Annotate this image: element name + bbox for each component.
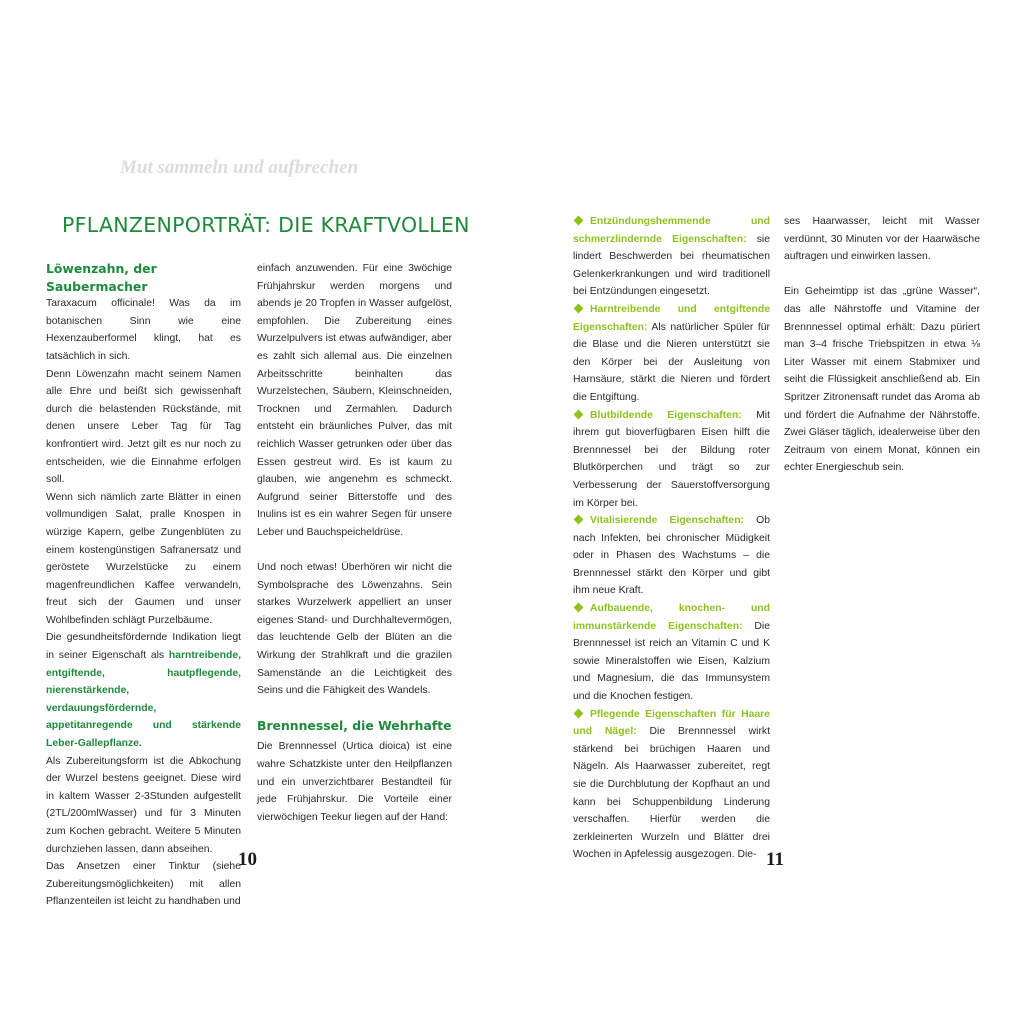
paragraph: Und noch etwas! Überhören wir nicht die Symbolsprache des Löwenzahns. Sein starkes Wurzelwerk appelliert an unser eigenes Stand- und Durchhaltevermögen, das leuchtende Gelb der Blüten an die Wirkung der Strahlkraft und die grazilen Samenstände an die Leichtigkeit des Seins und die Fähigkeit des Wandels. <box>257 562 452 697</box>
highlighted-properties: harntreibende, entgiftende, hautpflegende, nierenstärkende, verdauungsfördernde, appetitanregende und stärkende Leber-Gallepflanze. <box>46 650 241 750</box>
running-header: Mut sammeln und aufbrechen <box>120 157 359 178</box>
paragraph: ses Haarwasser, leicht mit Wasser verdünnt, 30 Minuten vor der Haarwäsche auftragen und einwirken lassen. <box>784 216 980 263</box>
benefit-item <box>573 512 770 600</box>
benefit-item <box>573 706 770 864</box>
benefit-item <box>573 600 770 706</box>
benefit-text: Als natürlicher Spüler für die Blase und die Nieren unterstützt sie den Körper bei der Ausleitung von Harnsäure, stärkt die Nieren und fördert die Entgiftung. <box>573 321 770 403</box>
benefit-text: Mit ihrem gut bioverfügbaren Eisen hilft die Brennnessel bei der Bildung roter Blutkörperchen und trägt so zur Verbesserung der Sauerstoffversorgung im Körper bei. <box>573 409 770 509</box>
paragraph: Das Ansetzen einer Tinktur (siehe Zubereitungsmöglichkeiten) mit allen Pflanzenteilen ist leicht zu handhaben und <box>46 861 241 908</box>
benefit-item <box>573 407 770 513</box>
paragraph: Als Zubereitungsform ist die Abkochung der Wurzel bestens geeignet. Diese wird in kaltem Wasser 2-3Stunden aufgestellt (2TL/200mlWasser) und für 3 Minuten zum Kochen gebracht. Weitere 5 Minuten durchziehen lassen, dann abseihen. <box>46 755 241 855</box>
paragraph: einfach anzuwenden. Für eine 3wöchige Frühjahrskur werden morgens und abends je 20 Tropfen in Wasser aufgelöst, empfohlen. Die Zubereitung eines Wurzelpulvers ist etwas aufwändiger, aber es zahlt sich allemal aus. Die einzelnen Arbeitsschritte beinhalten das Wurzelstechen, Säubern, Kleinschneiden, Trocknen und Zermahlen. Dadurch entsteht ein bräunliches Pulver, das mit reichlich Wasser getrunken oder über das Essen gestreut wird. Es ist kaum zu glauben, wie angenehm es schmeckt. Aufgrund seiner Bitterstoffe und des Inulins ist es ein wahrer Segen für unsere Leber und Bauchspeicheldrüse. <box>257 263 452 538</box>
paragraph: Taraxacum officinale! Was da im botanischen Sinn wie eine Hexenzauberformel klingt, hat es tatsächlich in sich. <box>46 298 241 362</box>
paragraph <box>46 629 241 752</box>
paragraph: Wenn sich nämlich zarte Blätter in einen vollmundigen Salat, pralle Knospen in würzige Kapern, gelbe Zungenblüten zu einem kostengünstigen Safranersatz und geröstete Wurzelstücke zu einem magenfreundlichen Kaffee verwandeln, freut sich der Gaumen und unser Wohlbefinden schlägt Purzelbäume. <box>46 491 241 626</box>
benefit-item <box>573 301 770 407</box>
benefit-text: sie lindert Beschwerden bei rheumatischen Gelenkerkrankungen und wird traditionell bei Entzündungen eingesetzt. <box>573 233 770 298</box>
benefit-text: Die Brennnessel wirkt stärkend bei brüchigen Haaren und Nägeln. Als Haarwasser zubereitet, regt sie die Durchblutung der Kopfhaut an und kann bei Schuppenbildung Linderung verschaffen. Hierfür werden die zerkleinerten Wurzeln und Blätter drei Wochen in Apfelessig ausgezogen. Die- <box>573 726 770 861</box>
diamond-bullet-icon <box>574 304 584 314</box>
paragraph: Ein Geheimtipp ist das „grüne Wasser“, das alle Nährstoffe und Vitamine der Brennnessel optimal erhält: Dazu püriert man 3–4 frische Triebspitzen in etwa ⅛ Liter Wasser mit einem Stabmixer und seiht die Flüssigkeit anschließend ab. Ein Spritzer Zitronensaft rundet das Aroma ab und fördert die Aufnahme der Nährstoffe. Zwei Gläser täglich, idealerweise über den Zeitraum von einem Monat, können ein echter Energieschub sein. <box>784 286 980 474</box>
benefit-label: Aufbauende, knochen- und immunstärkende Eigenschaften: <box>573 603 770 632</box>
column-1 <box>46 260 241 911</box>
section-heading-brennnessel: Brennnessel, die Wehrhafte <box>257 717 452 733</box>
benefit-label: Vitalisierende Eigenschaften: <box>590 515 744 527</box>
diamond-bullet-icon <box>574 708 584 718</box>
benefit-text: Die Brennnessel ist reich an Vitamin C und K sowie Mineralstoffen wie Eisen, Kalzium und Magnesium, die das Immunsystem und die Knochen festigen. <box>573 620 770 703</box>
page-title: PFLANZENPORTRÄT: DIE KRAFTVOLLEN <box>62 213 470 237</box>
paragraph-text: Die gesundheitsfördernde Indikation liegt in seiner Eigenschaft als <box>46 632 241 662</box>
diamond-bullet-icon <box>574 603 584 613</box>
benefit-label: Harntreibende und entgiftende Eigenschaften: <box>573 303 770 333</box>
paragraph: Denn Löwenzahn macht seinem Namen alle Ehre und beißt sich gewissenhaft durch die belastenden Rückstände, mit denen unsere Leber Tag für Tag konfrontiert wird. Jetzt gilt es nur noch zu entscheiden, wie die Einnahme erfolgen soll. <box>46 368 241 486</box>
diamond-bullet-icon <box>574 216 584 226</box>
column-2 <box>257 260 452 826</box>
benefit-label: Blutbildende Eigenschaften: <box>590 409 742 421</box>
page-number-right: 11 <box>766 849 784 870</box>
benefit-label: Pflegende Eigenschaften für Haare und Nägel: <box>573 708 770 738</box>
page-number-left: 10 <box>238 849 257 870</box>
diamond-bullet-icon <box>574 409 584 419</box>
column-3 <box>573 213 770 864</box>
benefit-label: Entzündungshemmende und schmerzlindernde Eigenschaften: <box>573 216 770 245</box>
benefit-text: Ob nach Infekten, bei chronischer Müdigkeit oder in Phasen des Wachstums – die Brennnessel stärkt den Körper und gibt ihm neue Kraft. <box>573 515 770 597</box>
benefit-item <box>573 213 770 301</box>
section-heading-loewenzahn: Löwenzahn, der Saubermacher <box>46 261 157 294</box>
diamond-bullet-icon <box>574 515 584 525</box>
paragraph: Die Brennnessel (Urtica dioica) ist eine wahre Schatzkiste unter den Heilpflanzen und ein unverzichtbarer Bestandteil für jede Frühjahrskur. Die Vorteile einer vierwöchigen Teekur liegen auf der Hand: <box>257 741 452 823</box>
column-4 <box>784 213 980 477</box>
